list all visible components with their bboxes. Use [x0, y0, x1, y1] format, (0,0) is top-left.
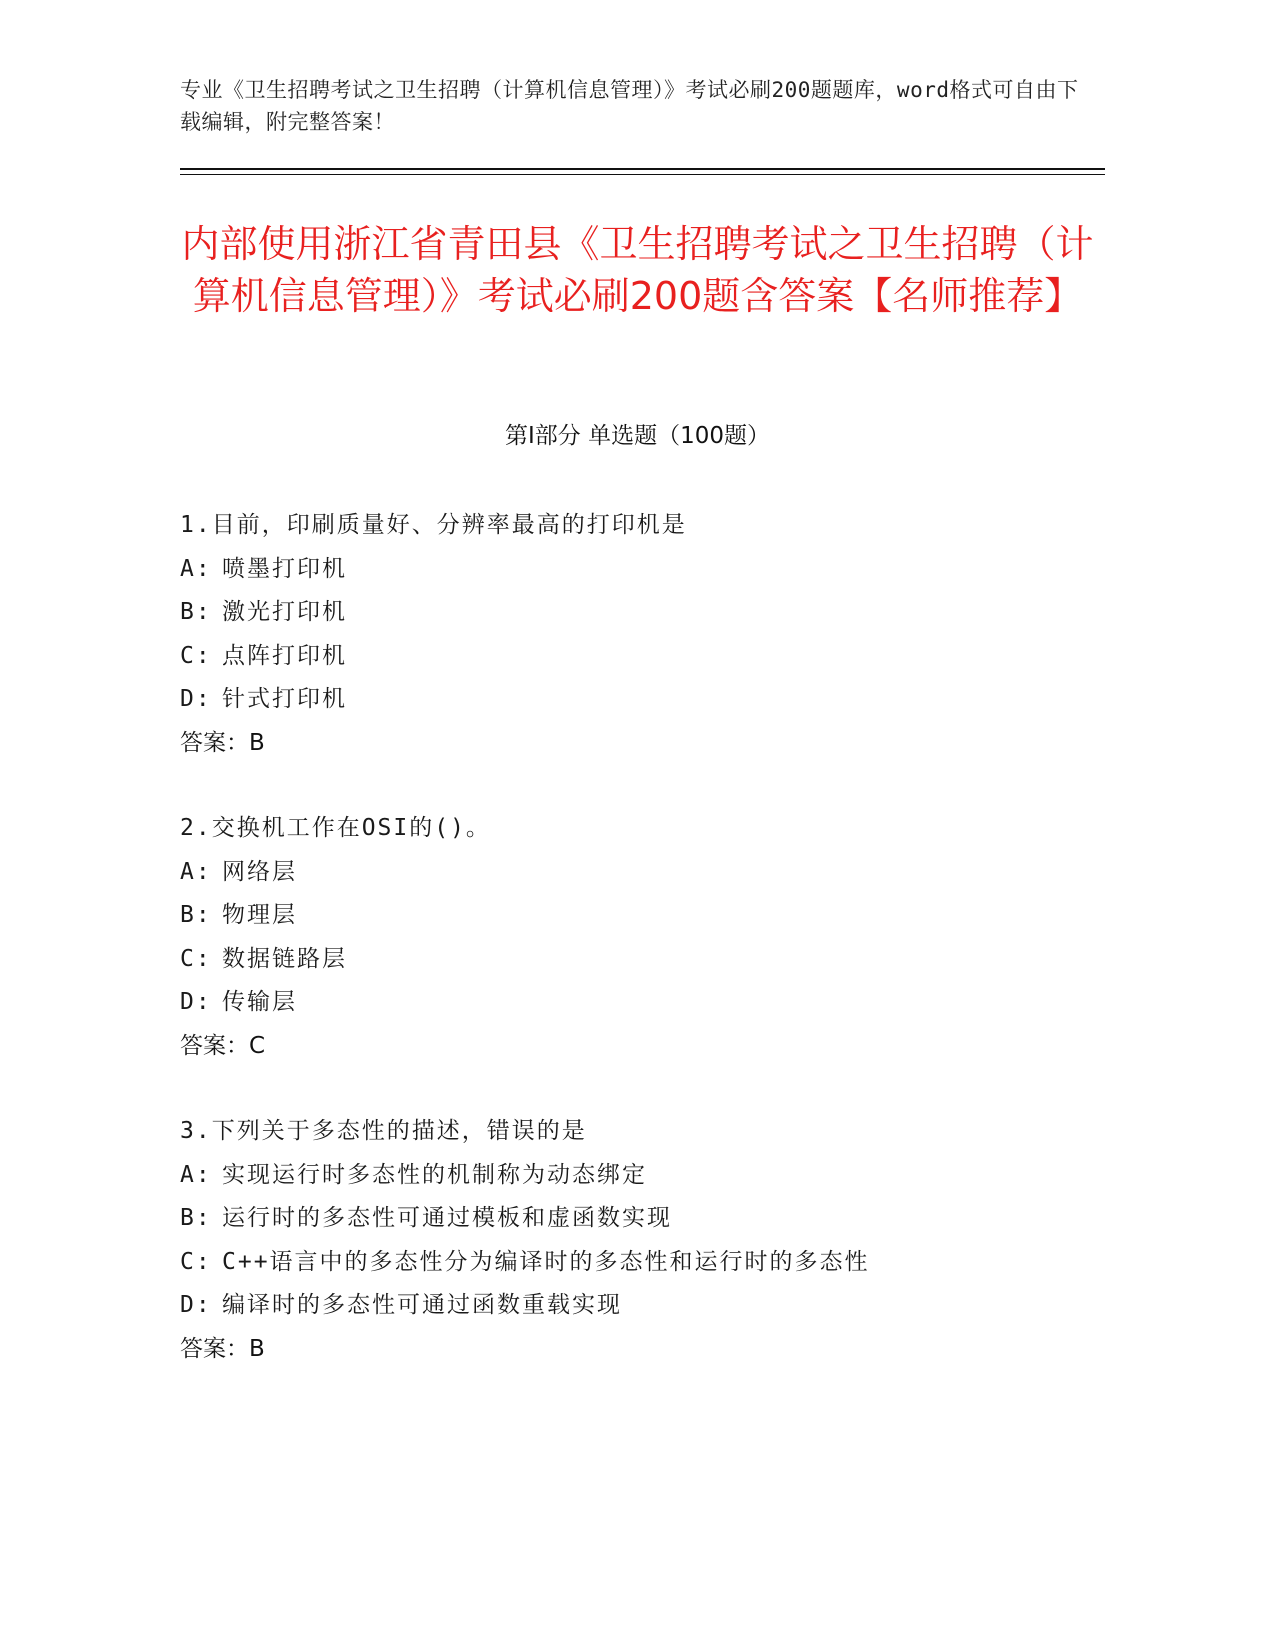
option-key: A: — [180, 1161, 212, 1188]
option-key: A: — [180, 858, 212, 885]
option-b — [180, 591, 1100, 635]
question-stem: 2.交换机工作在OSI的()。 — [180, 815, 491, 841]
option-text: 物理层 — [222, 902, 297, 928]
option-a — [180, 548, 1100, 592]
question-1 — [180, 504, 1100, 765]
option-text: 喷墨打印机 — [222, 555, 347, 582]
question-stem: 1.目前，印刷质量好、分辨率最高的打印机是 — [180, 512, 687, 538]
header-divider-thin — [180, 174, 1105, 175]
option-key: D: — [180, 1292, 212, 1318]
option-key: B: — [180, 902, 212, 928]
option-text: 编译时的多态性可通过函数重载实现 — [222, 1292, 622, 1318]
option-b — [180, 894, 1100, 938]
option-key: C: — [180, 642, 212, 669]
option-c — [180, 635, 1100, 679]
question-3 — [180, 1110, 1100, 1371]
option-text: 运行时的多态性可通过模板和虚函数实现 — [222, 1205, 672, 1231]
answer: 答案：B — [180, 1335, 265, 1362]
option-text: 点阵打印机 — [222, 642, 347, 669]
option-key: C: — [180, 1248, 212, 1275]
option-c — [180, 1241, 1100, 1285]
option-key: B: — [180, 1205, 212, 1231]
question-stem: 3.下列关于多态性的描述，错误的是 — [180, 1118, 587, 1144]
option-text: 针式打印机 — [222, 686, 347, 712]
question-2 — [180, 807, 1100, 1068]
option-text: 实现运行时多态性的机制称为动态绑定 — [222, 1161, 647, 1188]
option-text: 数据链路层 — [222, 945, 347, 972]
section-title: 第Ⅰ部分 单选题（100题） — [505, 423, 770, 449]
answer: 答案：B — [180, 729, 265, 756]
option-c — [180, 938, 1100, 982]
option-text: C++语言中的多态性分为编译时的多态性和运行时的多态性 — [222, 1248, 870, 1275]
header-divider-thick — [180, 168, 1105, 170]
option-d — [180, 981, 1100, 1025]
document-title: 内部使用浙江省青田县《卫生招聘考试之卫生招聘（计算机信息管理）》考试必刷200题含答案【名师推荐】 — [181, 222, 1094, 318]
option-text: 激光打印机 — [222, 599, 347, 625]
option-key: D: — [180, 686, 212, 712]
question-list — [180, 504, 1100, 1413]
option-key: A: — [180, 555, 212, 582]
option-key: B: — [180, 599, 212, 625]
option-text: 传输层 — [222, 989, 297, 1015]
option-text: 网络层 — [222, 858, 297, 885]
option-d — [180, 678, 1100, 722]
option-a — [180, 851, 1100, 895]
answer: 答案：C — [180, 1032, 266, 1059]
header-note: 专业《卫生招聘考试之卫生招聘（计算机信息管理）》考试必刷200题题库，word格式可自由下载编辑，附完整答案！ — [180, 78, 1079, 134]
option-key: D: — [180, 989, 212, 1015]
option-a — [180, 1154, 1100, 1198]
option-d — [180, 1284, 1100, 1328]
option-key: C: — [180, 945, 212, 972]
option-b — [180, 1197, 1100, 1241]
